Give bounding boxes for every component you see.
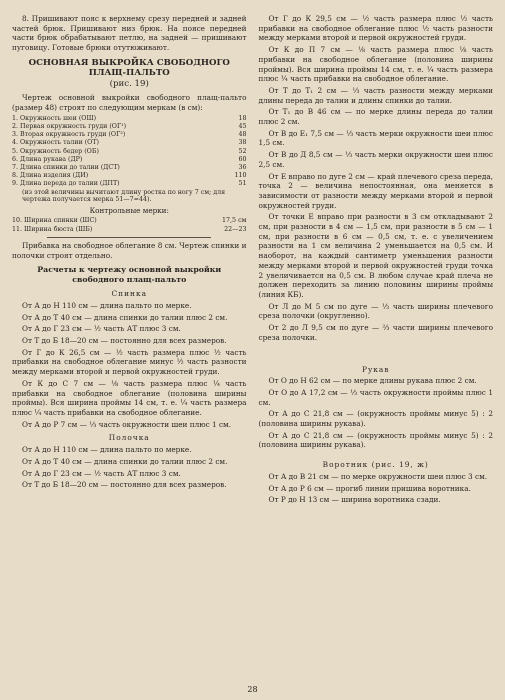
back-step: От Т до Б 18—20 см — постоянно для всех размеров. [22,336,227,346]
trousers-finish-paragraph: 8. Пришивают пояс к верхнему срезу передней и задней частей брюк. Пришивают низ брюк. На поясе передней части брюк обрабатывают петлю, на задней — пришивают пуговицу. Готовые брюки отутюживают. [12,14,247,53]
back-step: От А до Н 110 см — длина пальто по мерке. [22,300,192,310]
front-step: От 2 до Л 9,5 см по дуге — ⅔ части ширины плечевого среза полочки. [258,323,493,342]
collar-subheading: Воротник (рис. 19, ж) [322,460,429,470]
front-step: От А до Т 40 см — длина спинки до талии плюс 2 см. [22,456,228,466]
page-number: 28 [247,685,258,694]
measurement-item: 9. Длина переда до талии (ДПТ) 51 [12,180,247,188]
collar-step: От А до В 21 см — по мерке окружности шеи плюс 3 см. [268,471,488,481]
front-step: От Т₁ до В 46 см — по мерке длины переда до талии плюс 2 см. [258,107,493,127]
sleeve-step: От А до С 21,8 см — (окружность проймы минус 5) : 2 (половина ширины рукава). [258,409,493,429]
measurement-item: 5. Окружность бедер (ОБ) 52 [12,147,247,155]
front-step: От В до Е₁ 7,5 см — ⅓ часть мерки окружности шеи плюс 1,5 см. [258,128,493,148]
sleeve-step: От А до С 21,8 см — (окружность проймы минус 5) : 2 (половина ширины рукава). [258,430,493,450]
calculations-heading: Расчеты к чертежу основной выкройки свободного плащ-пальто [37,265,222,285]
drafting-intro-paragraph: Чертеж основной выкройки свободного плащ-пальто (размер 48) строят по следующим меркам (в см): [12,93,247,113]
front-step: От Т до Б 18—20 см — постоянно для всех размеров. [22,480,227,490]
front-step: От точки Е вправо при разности в 3 см откладывают 2 см, при разности в 4 см — 1,5 см, при разности в 5 см — 1 см, при разности в 6 см — 0,5 см, т. е. с увеличением разности на 1 см величина 2 уменьшается на 0,5 см. И наоборот, на каждый сантиметр уменьшения разности между мерками второй и первой окружностей груди точка 2 увеличивается на 0,5 см. В любом случае край плеча не должен переходить за линию половины ширины проймы (линия КБ). [258,212,493,299]
control-measures-title: Контрольные мерки: [89,205,169,215]
measurement-item: 10. Ширина спинки (ШС) 17,5 см [12,217,247,225]
measurement-item: 7. Длина спинки до талии (ДСТ) 36 [12,163,247,171]
sleeve-step: От О до Н 62 см — по мерке длины рукава плюс 2 см. [268,376,477,386]
measurement-item: 8. Длина изделия (ДИ) 110 [12,172,247,180]
front-step: От Е вправо по дуге 2 см — край плечевого среза переда, точка 2 — величина непостоянная, она меняется в зависимости от разности между мерками второй и первой окружностей груди. [258,171,493,210]
front-step: От В до Д 8,5 см — ⅓ часть мерки окружности шеи плюс 2,5 см. [258,150,493,169]
divider [47,237,211,238]
front-step: От Т до Т₁ 2 см — ⅓ часть разности между мерками длины переда до талии и длины спинки до талии. [258,85,493,105]
measurement-item: 4. Окружность талии (ОТ) 38 [12,139,247,147]
measurement-note: (из этой величины вычитают длину ростка по ногу 7 см; для чертежа получается мерка 51—7=44). [22,188,226,204]
collar-step: От Р до Н 13 см — ширина воротника сзади. [268,495,441,505]
measurement-item: 11. Ширина бюста (ШБ) 22—23 [12,225,247,233]
measurement-item: 1. Окружность шеи (ОШ) 18 [12,114,247,122]
right-column [259,14,494,507]
collar-step: От А до Р 6 см — прогиб линии пришива воротника. [268,483,471,493]
measurement-item: 6. Длина рукава (ДР) 60 [12,155,247,163]
back-subheading: Спинка [111,289,147,299]
front-step: От А до Г 23 см — ½ часть АТ плюс 3 см. [22,468,181,478]
front-step: От А до Н 110 см — длина пальто по мерке. [22,445,192,455]
front-subheading: Полочка [108,433,150,443]
sleeve-step: От О до А 17,2 см — ⅓ часть окружности проймы плюс 1 см. [258,387,493,407]
section-title: ОСНОВНАЯ ВЫКРОЙКА СВОБОДНОГО ПЛАЩ-ПАЛЬТО [28,57,230,79]
back-step: От Г до К 26,5 см — ½ часть размера плюс ½ часть прибавки на свободное облегание минус ½ часть разности между мерками второй и первой окружностей груди. [12,347,247,377]
control-measures-list [12,217,247,233]
back-step: От А до Р 7 см — ⅓ часть окружности шеи плюс 1 см. [22,419,232,429]
measurement-item: 3. Вторая окружность груди (ОГ²) 48 [12,131,247,139]
back-step: От А до Т 40 см — длина спинки до талии плюс 2 см. [22,312,228,322]
front-step: От Г до К 29,5 см — ½ часть размера плюс ½ часть прибавки на свободное облегание плюс ½ часть разности между мерками второй и первой окружностей груди. [258,14,493,43]
measurement-item: 2. Первая окружность груди (ОГ¹) 45 [12,122,247,130]
front-step: От К до П 7 см — ⅛ часть размера плюс ⅛ часть прибавки на свободное облегание (половина ширины проймы). Вся ширина проймы 14 см, т. е. ¼ часть размера плюс ¼ часть прибавки на свободное облегание. [258,45,493,84]
allowance-paragraph: Прибавка на свободное облегание 8 см. Чертеж спинки и полочки строят отдельно. [12,240,247,260]
back-step: От А до Г 23 см — ½ часть АТ плюс 3 см. [22,324,181,334]
front-step: От Л до М 5 см по дуге — ⅓ часть ширины плечевого среза полочки (округленно). [258,301,493,321]
left-column [12,14,247,507]
sleeve-subheading: Рукав [361,364,390,374]
section-figure-ref: (рис. 19) [109,78,149,89]
measurements-list [12,115,247,204]
back-step: От К до С 7 см — ⅛ часть размера плюс ¼ часть прибавки на свободное облегание (половина ширины проймы). Вся ширина проймы 14 см, т. е. ¼ часть размера плюс ¼ часть прибавки на свободное облегание. [12,378,247,417]
